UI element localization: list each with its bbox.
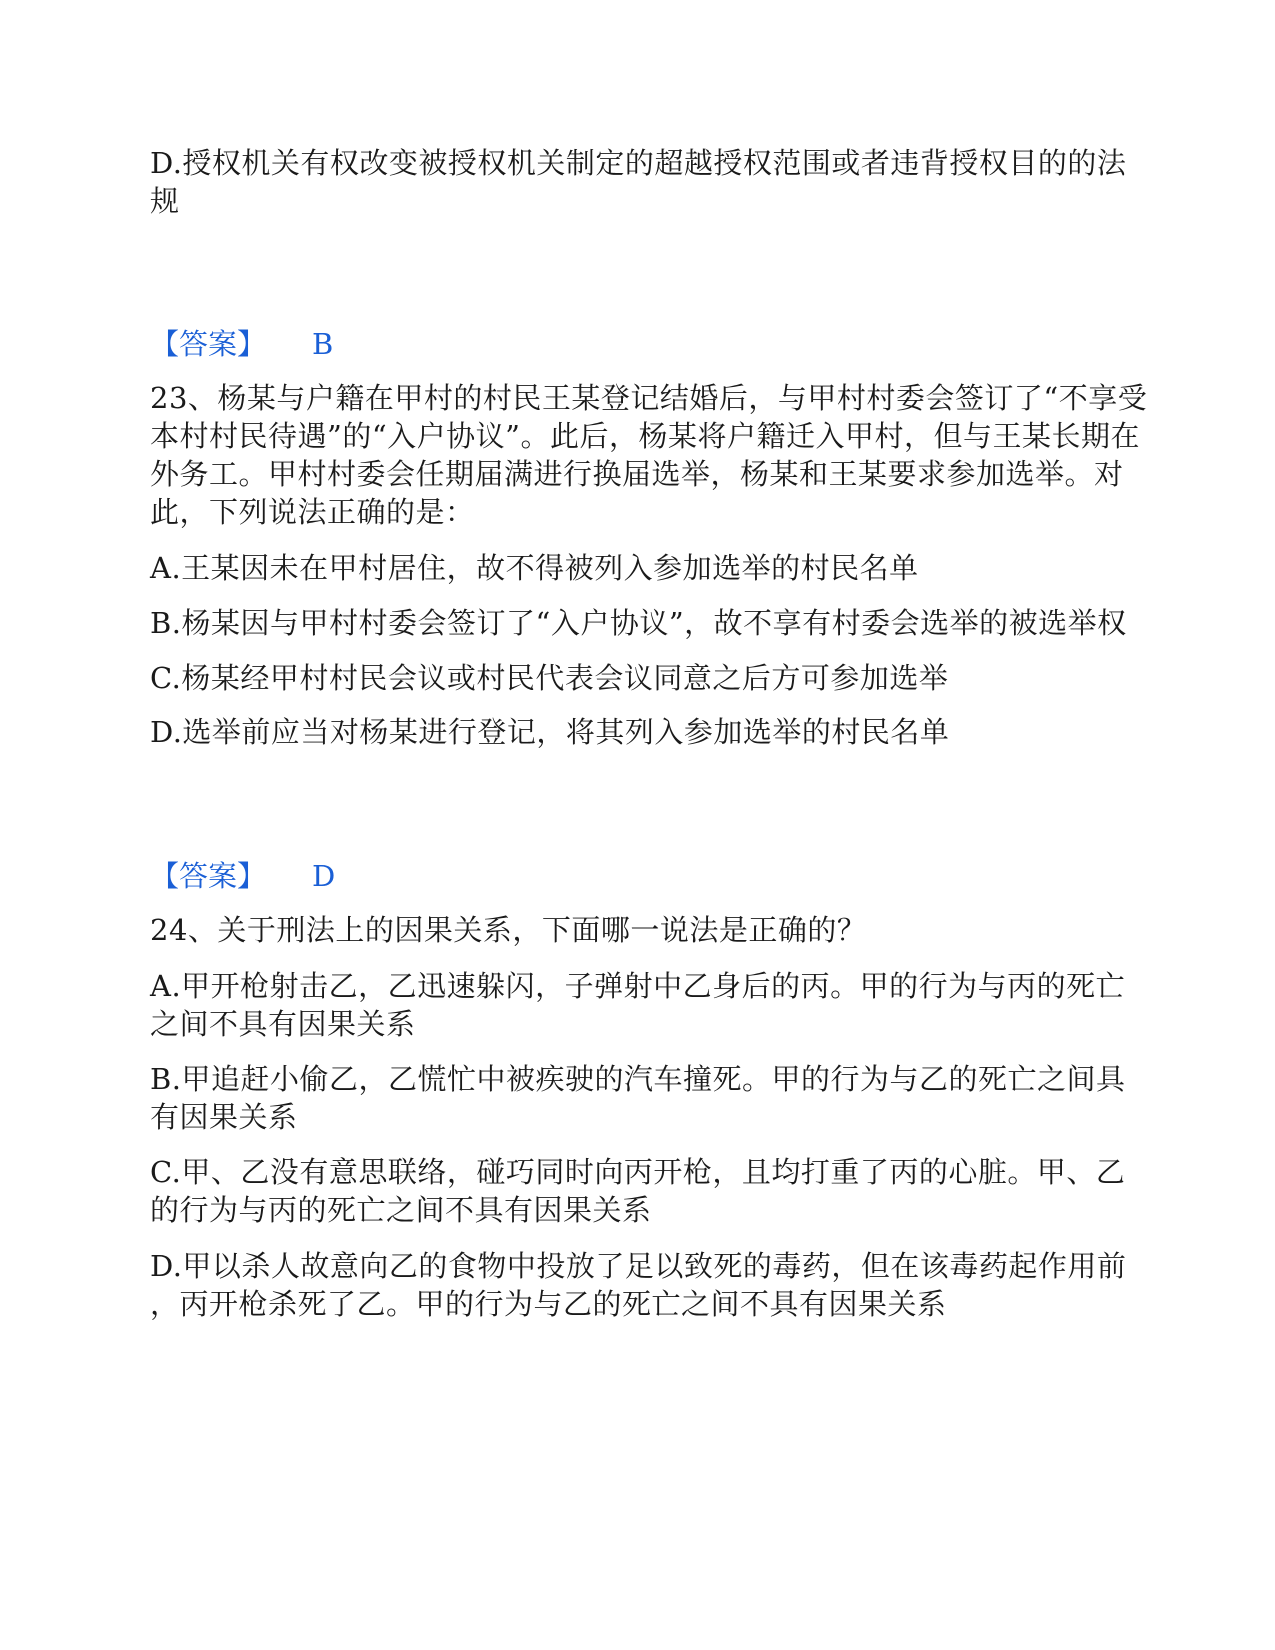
question-24-option-c-line-1: C.甲、乙没有意思联络，碰巧同时向丙开枪，且均打重了丙的心脏。甲、乙: [150, 1155, 1126, 1189]
answer-value: D: [312, 859, 336, 893]
question-24-option-b-line-1: B.甲追赶小偷乙，乙慌忙中被疾驶的汽车撞死。甲的行为与乙的死亡之间具: [150, 1062, 1126, 1096]
question-23-option-b: B.杨某因与甲村村委会签订了“入户协议”，故不享有村委会选举的被选举权: [150, 606, 1127, 640]
question-24-option-a-line-2: 之间不具有因果关系: [150, 1007, 416, 1041]
question-24-stem: 24、关于刑法上的因果关系，下面哪一说法是正确的？: [150, 913, 867, 947]
question-24-option-d-line-1: D.甲以杀人故意向乙的食物中投放了足以致死的毒药，但在该毒药起作用前: [150, 1249, 1127, 1283]
question-24-option-d-line-2: ，丙开枪杀死了乙。甲的行为与乙的死亡之间不具有因果关系: [150, 1287, 947, 1321]
question-23-stem-line-1: 23、杨某与户籍在甲村的村民王某登记结婚后，与甲村村委会签订了“不享受: [150, 381, 1148, 415]
question-24-option-a-line-1: A.甲开枪射击乙，乙迅速躲闪，子弹射中乙身后的丙。甲的行为与丙的死亡: [150, 969, 1126, 1003]
question-23-stem-line-4: 此，下列说法正确的是：: [150, 495, 475, 529]
question-23-stem-line-3: 外务工。甲村村委会任期届满进行换届选举，杨某和王某要求参加选举。对: [150, 457, 1124, 491]
answer-label: 【答案】: [150, 327, 267, 361]
answer-value: B: [312, 327, 334, 361]
question-23-stem-line-2: 本村村民待遇”的“入户协议”。此后，杨某将户籍迁入甲村，但与王某长期在: [150, 419, 1140, 453]
question-23-option-c: C.杨某经甲村村民会议或村民代表会议同意之后方可参加选举: [150, 661, 949, 695]
option-d-text: D.授权机关有权改变被授权机关制定的超越授权范围或者违背授权目的的法: [150, 146, 1127, 180]
answer-block: [150, 857, 335, 895]
question-23-option-a: A.王某因未在甲村居住，故不得被列入参加选举的村民名单: [150, 551, 919, 585]
answer-block: [150, 325, 333, 363]
question-24-option-b-line-2: 有因果关系: [150, 1100, 298, 1134]
question-23-option-d: D.选举前应当对杨某进行登记，将其列入参加选举的村民名单: [150, 715, 950, 749]
answer-label: 【答案】: [150, 859, 267, 893]
option-d-text-continued: 规: [150, 184, 180, 218]
question-24-option-c-line-2: 的行为与丙的死亡之间不具有因果关系: [150, 1193, 652, 1227]
